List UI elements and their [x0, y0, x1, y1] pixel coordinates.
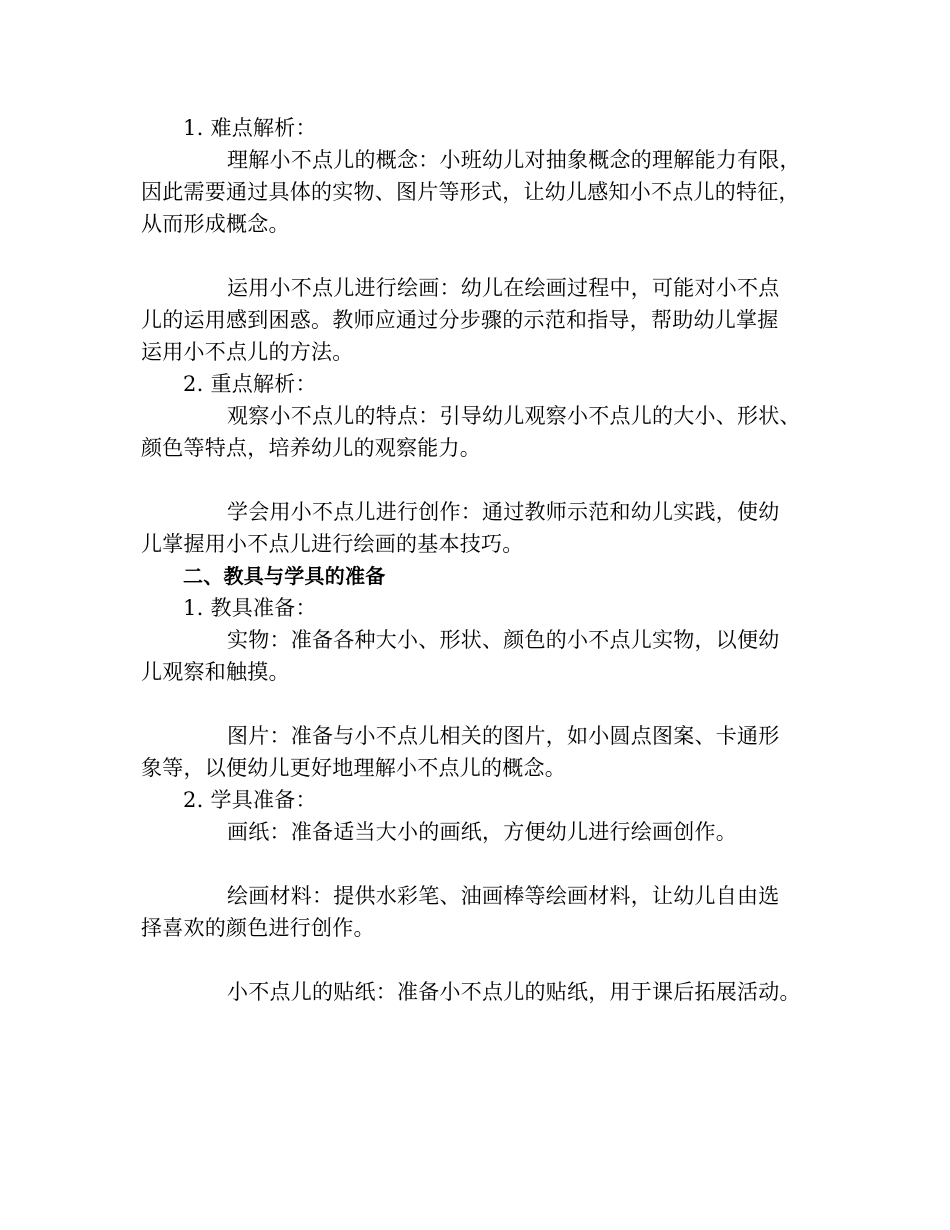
paragraph-line: 绘画材料：提供水彩笔、油画棒等绘画材料，让幼儿自由选 [227, 884, 780, 908]
paragraph-line: 儿观察和触摸。 [141, 660, 290, 684]
blank-line [141, 848, 811, 880]
paragraph [141, 880, 811, 944]
section-title: 二、教具与学具的准备 [183, 564, 386, 588]
list-item-heading: 1. 难点解析： [183, 116, 317, 140]
list-item-heading: 2. 重点解析： [183, 372, 317, 396]
paragraph-line: 儿掌握用小不点儿进行绘画的基本技巧。 [141, 532, 524, 556]
list-item-heading: 1. 教具准备： [183, 596, 317, 620]
paragraph [141, 272, 811, 368]
paragraph-line: 儿的运用感到困惑。教师应通过分步骤的示范和指导，帮助幼儿掌握 [141, 308, 779, 332]
paragraph [141, 624, 811, 688]
paragraph-line: 学会用小不点儿进行创作：通过教师示范和幼儿实践，使幼 [227, 500, 780, 524]
paragraph [141, 400, 811, 464]
paragraph-line: 小不点儿的贴纸：准备小不点儿的贴纸，用于课后拓展活动。 [227, 980, 801, 1004]
paragraph-line: 择喜欢的颜色进行创作。 [141, 916, 375, 940]
paragraph-line: 运用小不点儿进行绘画：幼儿在绘画过程中，可能对小不点 [227, 276, 780, 300]
paragraph-line: 因此需要通过具体的实物、图片等形式，让幼儿感知小不点儿的特征， [141, 180, 800, 204]
paragraph-line: 实物：准备各种大小、形状、颜色的小不点儿实物，以便幼 [227, 628, 780, 652]
blank-line [141, 464, 811, 496]
paragraph-line: 观察小不点儿的特点：引导幼儿观察小不点儿的大小、形状、 [227, 404, 801, 428]
paragraph [141, 720, 811, 784]
paragraph [141, 976, 811, 1008]
paragraph-line: 从而形成概念。 [141, 212, 290, 236]
paragraph-line: 运用小不点儿的方法。 [141, 340, 354, 364]
blank-line [141, 688, 811, 720]
paragraph-line: 画纸：准备适当大小的画纸，方便幼儿进行绘画创作。 [227, 820, 737, 844]
document-body [141, 112, 811, 1008]
paragraph-line: 理解小不点儿的概念：小班幼儿对抽象概念的理解能力有限， [227, 148, 801, 172]
paragraph-line: 图片：准备与小不点儿相关的图片，如小圆点图案、卡通形 [227, 724, 780, 748]
blank-line [141, 240, 811, 272]
list-item-heading: 2. 学具准备： [183, 788, 317, 812]
paragraph [141, 496, 811, 560]
paragraph [141, 816, 811, 848]
paragraph-line: 象等，以便幼儿更好地理解小不点儿的概念。 [141, 756, 566, 780]
paragraph [141, 144, 811, 240]
paragraph-line: 颜色等特点，培养幼儿的观察能力。 [141, 436, 481, 460]
blank-line [141, 944, 811, 976]
